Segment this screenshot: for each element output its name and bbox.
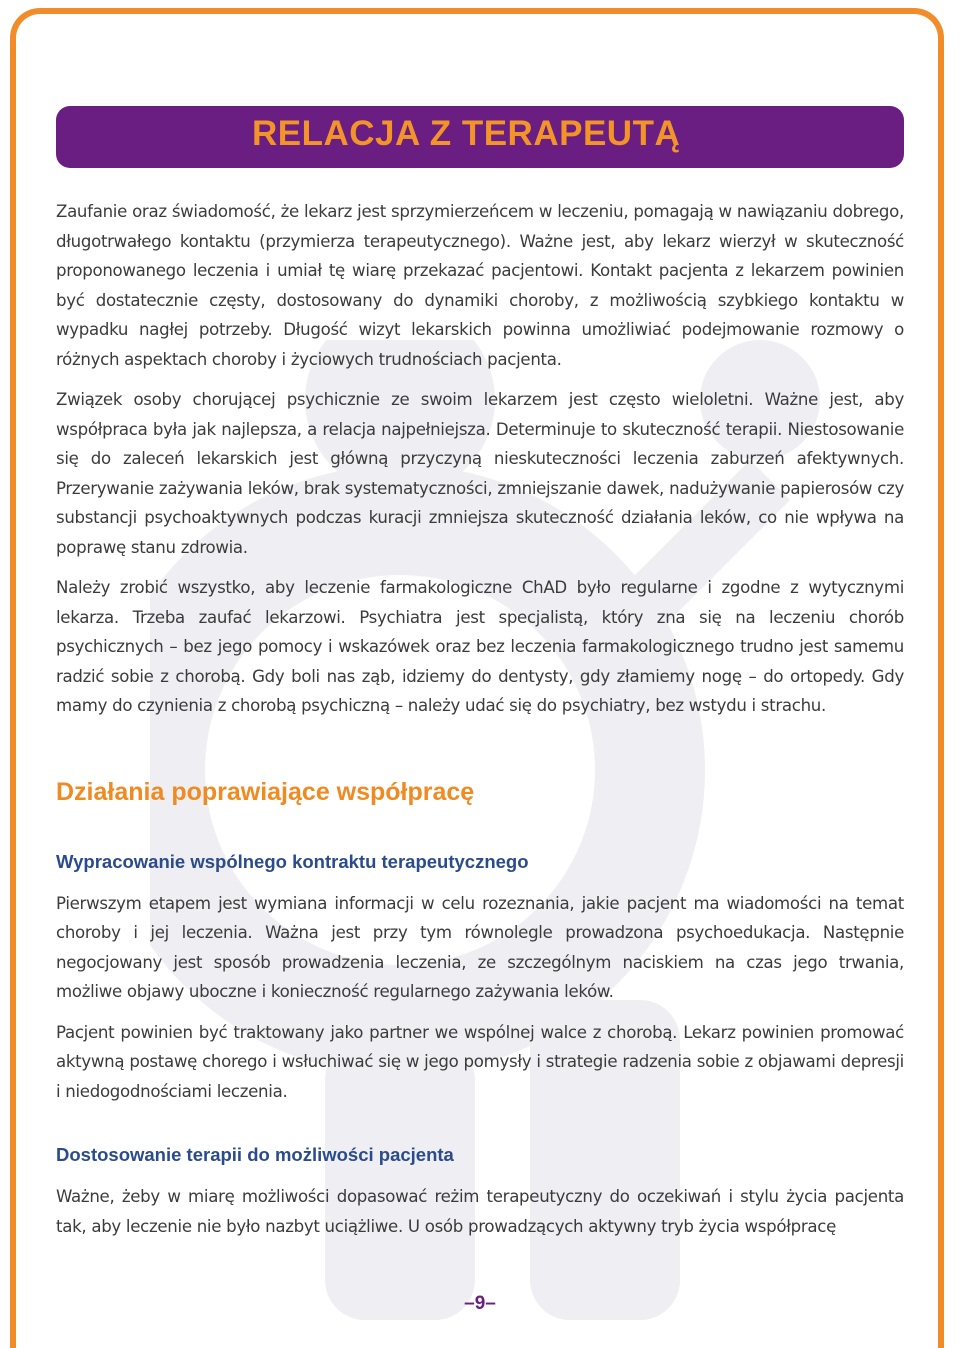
page-title: RELACJA Z TERAPEUTĄ: [252, 114, 681, 153]
contract-paragraph-2: Pacjent powinien być traktowany jako partner we wspólnej walce z chorobą. Lekarz powinien promować aktywną postawę chorego i wsłuchiwać się w jego pomysły i strategie radzenia sobie z objawami depresji i niedogodnościami leczenia.: [56, 1022, 904, 1101]
contract-paragraph-1: Pierwszym etapem jest wymiana informacji w celu rozeznania, jakie pacjent ma wiadomości na temat choroby i jej leczenia. Ważna jest przy tym równolegle prowadzona psychoedukacja. Następnie negocjowany jest sposób prowadzenia leczenia, ze szczególnym naciskiem na czas jego trwania, możliwe objawy uboczne i konieczność regularnego zażywania leków.: [56, 893, 904, 1001]
intro-paragraph-2: Związek osoby chorującej psychicznie ze swoim lekarzem jest często wieloletni. Ważne jest, aby współpraca była jak najlepsza, a relacja najpełniejsza. Determinuje to skuteczność terapii. Niestosowanie się do zaleceń lekarskich jest główną przyczyną nieskuteczności leczenia zaburzeń afektywnych. Przerywanie zażywania leków, brak systematyczności, zmniejszanie dawek, nadużywanie papierosów czy substancji psychoaktywnych podczas kuracji zmniejsza skuteczność działania leków, co nie wpływa na poprawę stanu zdrowia.: [56, 390, 904, 557]
subsection-heading-adjustment: Dostosowanie terapii do możliwości pacjenta: [56, 1144, 454, 1165]
subsection-heading-contract: Wypracowanie wspólnego kontraktu terapeutycznego: [56, 850, 529, 872]
title-banner: [56, 106, 904, 168]
adjustment-paragraph-1: Ważne, żeby w miarę możliwości dopasować reżim terapeutyczny do oczekiwań i stylu życia pacjenta tak, aby leczenie nie było nazbyt uciążliwe. U osób prowadzących aktywny tryb życia współpracę: [56, 1187, 904, 1236]
section-heading: Działania poprawiające współpracę: [56, 777, 475, 806]
page-number: –9–: [464, 1293, 496, 1314]
main-content: [56, 197, 904, 1241]
intro-paragraph-1: Zaufanie oraz świadomość, że lekarz jest sprzymierzeńcem w leczeniu, pomagają w nawiązaniu dobrego, długotrwałego kontaktu (przymierza terapeutycznego). Ważne jest, aby lekarz wierzył w skuteczność proponowanego leczenia i umiał tę wiarę przekazać pacjentowi. Kontakt pacjenta z lekarzem powinien być dostatecznie częsty, dostosowany do dynamiki choroby, z możliwością szybkiego kontaktu w wypadku nagłej potrzeby. Długość wizyt lekarskich powinna umożliwiać podejmowanie rozmowy o różnych aspektach choroby i życiowych trudnościach pacjenta.: [56, 202, 904, 369]
intro-paragraph-3: Należy zrobić wszystko, aby leczenie farmakologiczne ChAD było regularne i zgodne z wytycznymi lekarza. Trzeba zaufać lekarzowi. Psychiatra jest specjalistą, który zna się na leczeniu chorób psychicznych – bez jego pomocy i wskazówek oraz bez leczenia farmakologicznego trudno jest samemu radzić sobie z chorobą. Gdy boli nas ząb, idziemy do dentysty, gdy złamiemy nogę – do ortopedy. Gdy mamy do czynienia z chorobą psychiczną – należy udać się do psychiatry, bez wstydu i strachu.: [56, 578, 904, 715]
